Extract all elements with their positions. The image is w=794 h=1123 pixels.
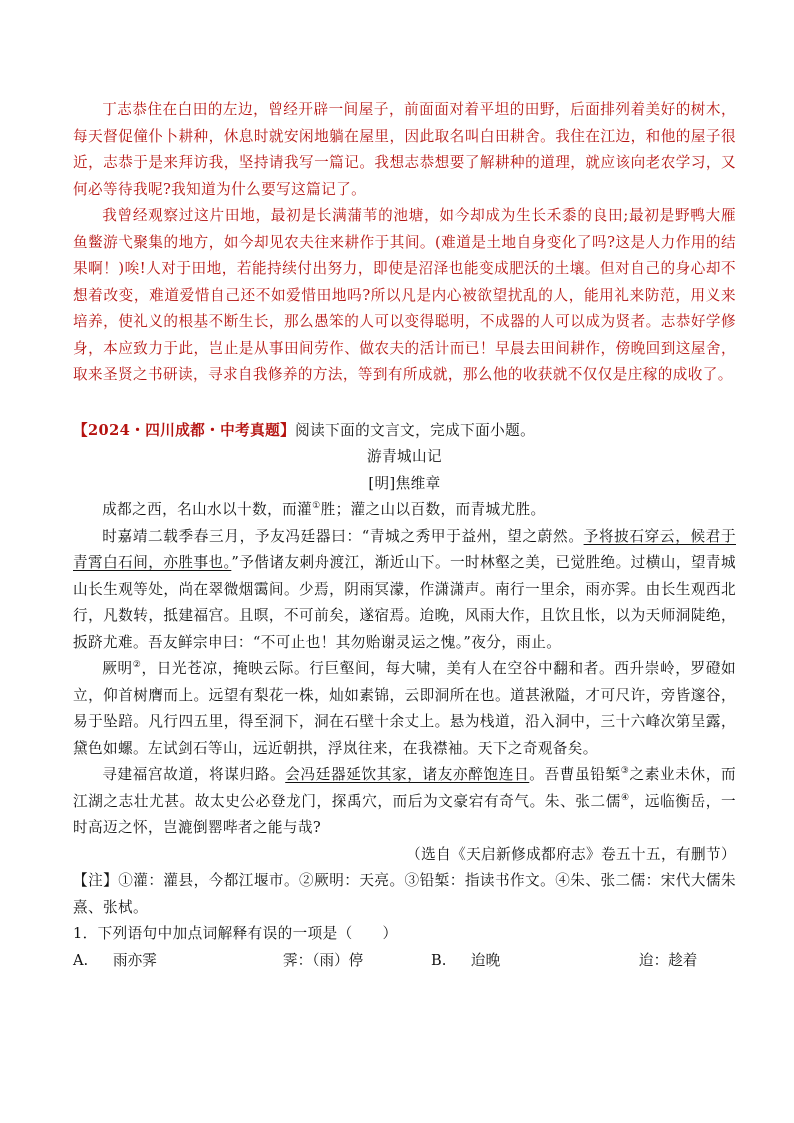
option-b-letter: B.	[431, 951, 447, 969]
footnotes	[73, 868, 736, 921]
article-author: [明]焦维章	[368, 474, 441, 492]
question-intro	[73, 418, 736, 445]
option-a-sentence: 雨亦霁	[113, 951, 157, 969]
translation-paragraph-1: 丁志恭住在白田的左边，曾经开辟一间屋子，前面面对着平坦的田野，后面排列着美好的树木，每天督促僮仆卜耕种，休息时就安闲地躺在屋里，因此取名叫白田耕舍。我住在江边，和他的屋子很近，志恭于是来拜访我，坚持请我写一篇记。我想志恭想要了解耕种的道理，就应该向老农学习，又何必等待我呢?我知道为什么要写这篇记了。	[73, 101, 736, 198]
footnote-marker: ①	[312, 501, 321, 511]
translation-paragraph-2: 我曾经观察过这片田地，最初是长满蒲苇的池塘，如今却成为生长禾黍的良田;最初是野鸭大雁鱼鳖游弋聚集的地方，如今却见农夫往来耕作于其间。(难道是土地自身变化了吗?这是人力作用的结果啊！)唉!人对于田地，若能持续付出努力，即使是沼泽也能变成肥沃的土壤。但对自己的身心却不想着改变，难道爱惜自己还不如爱惜田地吗?所以凡是内心被欲望扰乱的人，能用礼来防范，用义来培养，使礼义的根基不断生长，那么愚笨的人可以变得聪明，不成器的人可以成为贤者。志恭好学修身，本应致力于此，岂止是从事田间劳作、做农夫的活计而已！早晨去田间耕作，傍晚回到这屋舍，取来圣贤之书研读，寻求自我修养的方法，等到有所成就，那么他的收获就不仅仅是庄稼的成收了。	[73, 207, 736, 383]
option-a-letter: A.	[73, 951, 89, 969]
footnote-marker: ③	[620, 766, 630, 776]
article-paragraph-3: 厥明②，日光苍凉，掩映云际。行巨壑间，每大啸，美有人在空谷中翻和者。西升崇岭，罗磴如立，仰首树膺而上。远望有梨花一株，灿如素锦，云即洞所在也。道甚湫隘，才可尺许，旁皆邃谷，易于坠踣。凡行四五里，得至洞下，洞在石壁十余丈上。悬为栈道，沿入洞中，三十六峰次第呈露，黛色如螺。左试剑石等山，远近朝拱，浮岚往来，在我襟袖。天下之奇观备矣。	[73, 660, 737, 757]
option-b-gloss: 迨：趁着	[639, 951, 698, 969]
underlined-sentence: 会冯廷器延饮其家，诸友亦醉饱连日	[285, 766, 530, 783]
notes-label: 【注】	[73, 872, 119, 889]
article-block	[73, 444, 736, 974]
article-title: 游青城山记	[367, 448, 442, 465]
footnote-marker: ②	[132, 660, 142, 670]
option-a-gloss: 霁：（雨）停	[283, 951, 364, 969]
translation-block	[73, 97, 736, 389]
exam-source-tag: 【2024・四川成都・中考真题】	[73, 422, 296, 439]
article-source: （选自《天启新修成都府志》卷五十五，有删节）	[406, 845, 736, 863]
article-paragraph-4: 寻建福宫故道，将谋归路。会冯廷器延饮其家，诸友亦醉饱连日。吾曹虽铅椠③之素业未休，而江湖之志壮尤甚。故太史公必登龙门，探禹穴，而后为文豪宕有奇气。朱、张二儒④，远临衡岳，一时高迈之怀，岂漉倒罂哔者之能与哉?	[73, 766, 737, 836]
notes-text: ①灌：灌县，今都江堰市。②厥明：天亮。③铅椠：指读书作文。④朱、张二儒：宋代大儒朱熹、张栻。	[73, 872, 737, 916]
question-instruction: 阅读下面的文言文，完成下面小题。	[295, 422, 536, 439]
article-paragraph-2: 时嘉靖二载季春三月，予友冯廷器曰：“青城之秀甲于益州，望之蔚然。予将披石穿云，候君于青霄白石间，亦胜事也。”予偕诸友刺舟渡江，渐近山下。一时林壑之美，已觉胜绝。过横山，望青城山长生观等处，尚在翠微烟霭间。少焉，阴雨冥濛，作潇潇声。南行一里余，雨亦霁。由长生观西北行，凡数转，抵建福宫。且暝，不可前矣，遂宿焉。迨晚，风雨大作，且饮且怅，以为天师洞陡绝，扳跻尤难。吾友鲜宗申曰：“不可止也！其勿贻谢灵运之愧。”夜分，雨止。	[73, 527, 736, 651]
underlined-sentence: 予将披石穿云，候君于青霄白石间，亦胜事也。	[73, 527, 736, 571]
option-b-sentence: 迨晚	[471, 951, 501, 969]
article-paragraph-1: 成都之西，名山水以十数，而灌①胜；灌之山以百数，而青城尤胜。	[102, 501, 546, 518]
footnote-marker: ④	[620, 792, 630, 803]
question-1-options	[73, 948, 736, 975]
question-1-stem: 1．下列语句中加点词解释有误的一项是（ ）	[73, 925, 398, 942]
